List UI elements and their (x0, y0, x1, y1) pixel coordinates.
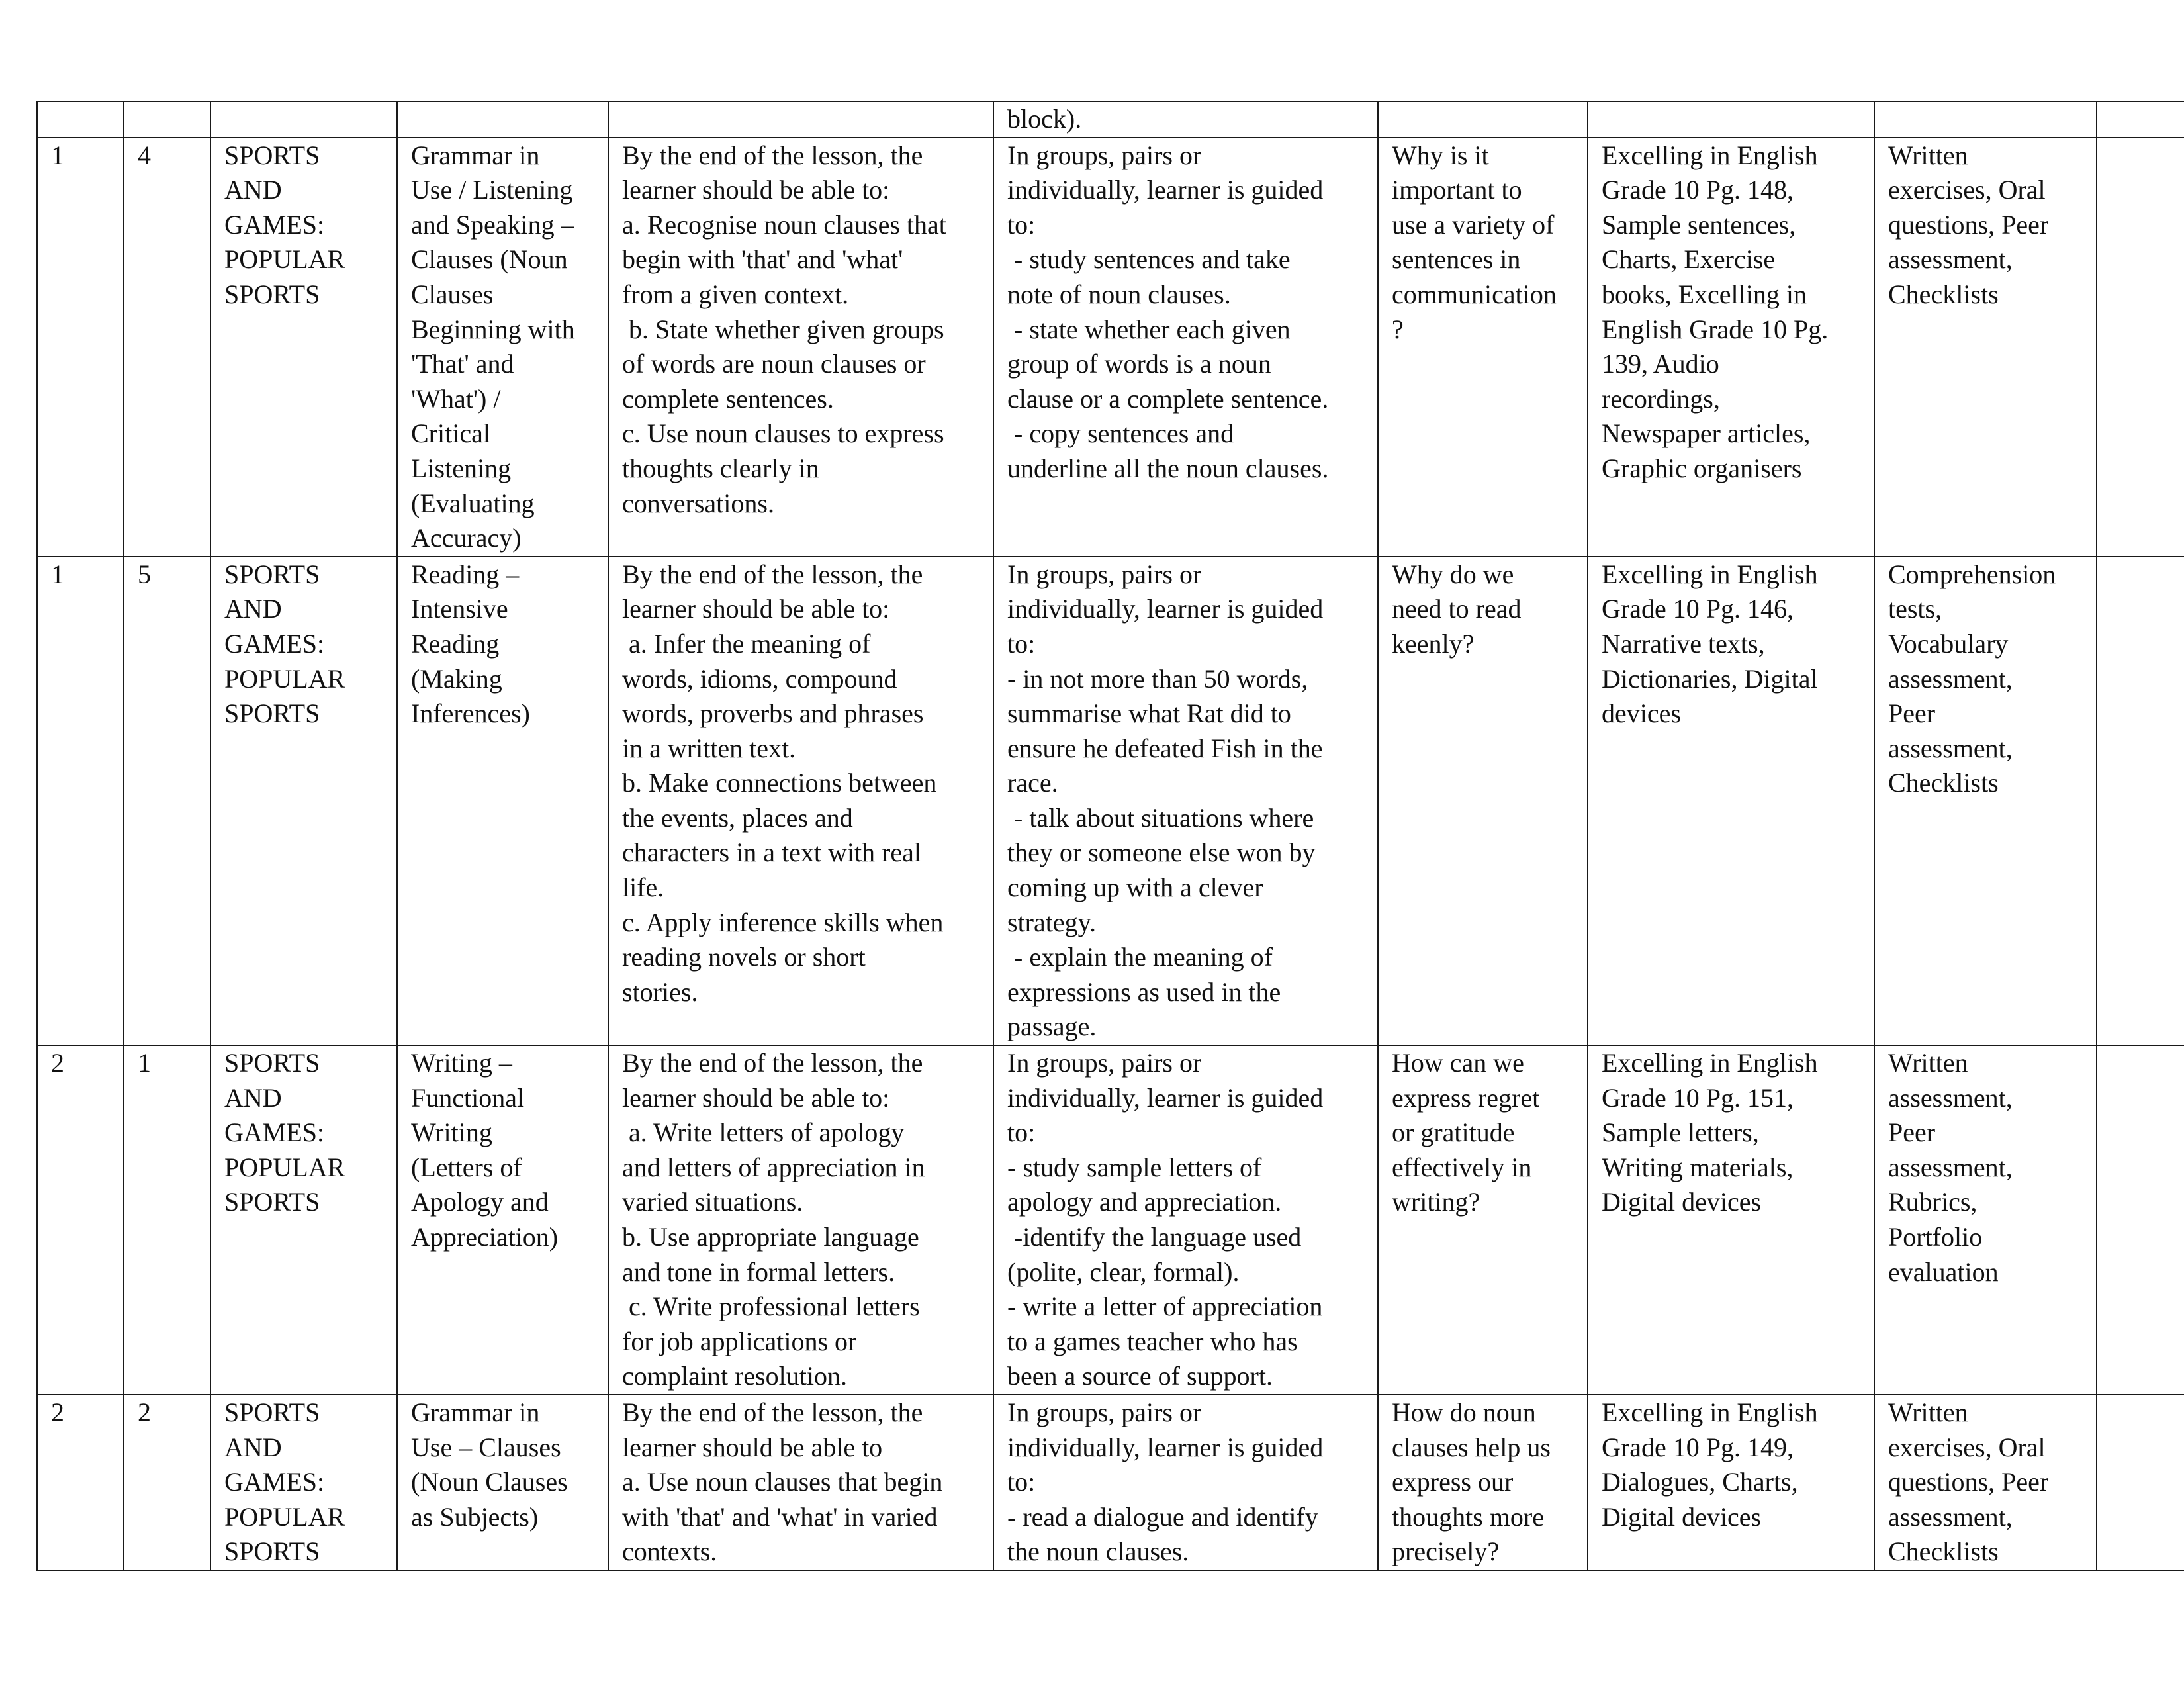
scheme-of-work-table (36, 101, 2184, 1571)
table-row (37, 1395, 2184, 1571)
learning-resources-cell (1588, 101, 1874, 138)
assessment-cell: Written assessment, Peer assessment, Rubrics, Portfolio evaluation (1874, 1045, 2097, 1395)
week-cell: 1 (37, 557, 124, 1045)
strand-cell: SPORTS AND GAMES: POPULAR SPORTS (210, 1395, 397, 1571)
strand-cell: SPORTS AND GAMES: POPULAR SPORTS (210, 557, 397, 1045)
assessment-cell: Comprehension tests, Vocabulary assessment, Peer assessment, Checklists (1874, 557, 2097, 1045)
sub-strand-cell: Grammar in Use – Clauses (Noun Clauses as Subjects) (397, 1395, 608, 1571)
learning-experiences-cell: In groups, pairs or individually, learner is guided to: - read a dialogue and identify the noun clauses. (993, 1395, 1378, 1571)
lesson-cell: 5 (124, 557, 210, 1045)
week-cell: 1 (37, 138, 124, 557)
reflection-cell (2097, 138, 2184, 557)
reflection-cell (2097, 101, 2184, 138)
learning-outcomes-cell: By the end of the lesson, the learner should be able to: a. Infer the meaning of words, idioms, compound words, proverbs and phrases in a written text. b. Make connections between the events, places and characters in a text with real life. c. Apply inference skills when reading novels or short stories. (608, 557, 993, 1045)
table-row (37, 1045, 2184, 1395)
inquiry-question-cell: Why is it important to use a variety of sentences in communication ? (1378, 138, 1588, 557)
lesson-cell: 1 (124, 1045, 210, 1395)
lesson-cell: 4 (124, 138, 210, 557)
learning-experiences-cell: In groups, pairs or individually, learner is guided to: - in not more than 50 words, summarise what Rat did to ensure he defeated Fish in the race. - talk about situations where they or someone else won by coming up with a clever strategy. - explain the meaning of expressions as used in the passage. (993, 557, 1378, 1045)
table-row (37, 138, 2184, 557)
learning-experiences-cell: block). (993, 101, 1378, 138)
learning-outcomes-cell: By the end of the lesson, the learner should be able to a. Use noun clauses that begin with 'that' and 'what' in varied contexts. (608, 1395, 993, 1571)
scheme-of-work-page (36, 101, 2184, 1571)
sub-strand-cell: Reading – Intensive Reading (Making Inferences) (397, 557, 608, 1045)
week-cell: 2 (37, 1045, 124, 1395)
inquiry-question-cell: Why do we need to read keenly? (1378, 557, 1588, 1045)
strand-cell (210, 101, 397, 138)
inquiry-question-cell: How can we express regret or gratitude effectively in writing? (1378, 1045, 1588, 1395)
assessment-cell: Written exercises, Oral questions, Peer assessment, Checklists (1874, 1395, 2097, 1571)
learning-outcomes-cell (608, 101, 993, 138)
learning-resources-cell: Excelling in English Grade 10 Pg. 149, Dialogues, Charts, Digital devices (1588, 1395, 1874, 1571)
table-row-continuation (37, 101, 2184, 138)
week-cell (37, 101, 124, 138)
learning-outcomes-cell: By the end of the lesson, the learner should be able to: a. Write letters of apology and letters of appreciation in varied situations. b. Use appropriate language and tone in formal letters. c. Write professional letters for job applications or complaint resolution. (608, 1045, 993, 1395)
lesson-cell (124, 101, 210, 138)
inquiry-question-cell (1378, 101, 1588, 138)
reflection-cell (2097, 1045, 2184, 1395)
learning-resources-cell: Excelling in English Grade 10 Pg. 151, Sample letters, Writing materials, Digital devices (1588, 1045, 1874, 1395)
learning-experiences-cell: In groups, pairs or individually, learner is guided to: - study sample letters of apology and appreciation. -identify the language used (polite, clear, formal). - write a letter of appreciation to a games teacher who has been a source of support. (993, 1045, 1378, 1395)
sub-strand-cell: Grammar in Use / Listening and Speaking – Clauses (Noun Clauses Beginning with 'That' and 'What') / Critical Listening (Evaluating Accuracy) (397, 138, 608, 557)
learning-outcomes-cell: By the end of the lesson, the learner should be able to: a. Recognise noun clauses that begin with 'that' and 'what' from a given context. b. State whether given groups of words are noun clauses or complete sentences. c. Use noun clauses to express thoughts clearly in conversations. (608, 138, 993, 557)
learning-resources-cell: Excelling in English Grade 10 Pg. 148, Sample sentences, Charts, Exercise books, Excelling in English Grade 10 Pg. 139, Audio recordings, Newspaper articles, Graphic organisers (1588, 138, 1874, 557)
learning-experiences-cell: In groups, pairs or individually, learner is guided to: - study sentences and take note of noun clauses. - state whether each given group of words is a noun clause or a complete sentence. - copy sentences and underline all the noun clauses. (993, 138, 1378, 557)
inquiry-question-cell: How do noun clauses help us express our thoughts more precisely? (1378, 1395, 1588, 1571)
strand-cell: SPORTS AND GAMES: POPULAR SPORTS (210, 138, 397, 557)
reflection-cell (2097, 557, 2184, 1045)
strand-cell: SPORTS AND GAMES: POPULAR SPORTS (210, 1045, 397, 1395)
assessment-cell (1874, 101, 2097, 138)
lesson-cell: 2 (124, 1395, 210, 1571)
sub-strand-cell: Writing – Functional Writing (Letters of Apology and Appreciation) (397, 1045, 608, 1395)
assessment-cell: Written exercises, Oral questions, Peer assessment, Checklists (1874, 138, 2097, 557)
reflection-cell (2097, 1395, 2184, 1571)
table-row (37, 557, 2184, 1045)
sub-strand-cell (397, 101, 608, 138)
learning-resources-cell: Excelling in English Grade 10 Pg. 146, Narrative texts, Dictionaries, Digital devices (1588, 557, 1874, 1045)
week-cell: 2 (37, 1395, 124, 1571)
